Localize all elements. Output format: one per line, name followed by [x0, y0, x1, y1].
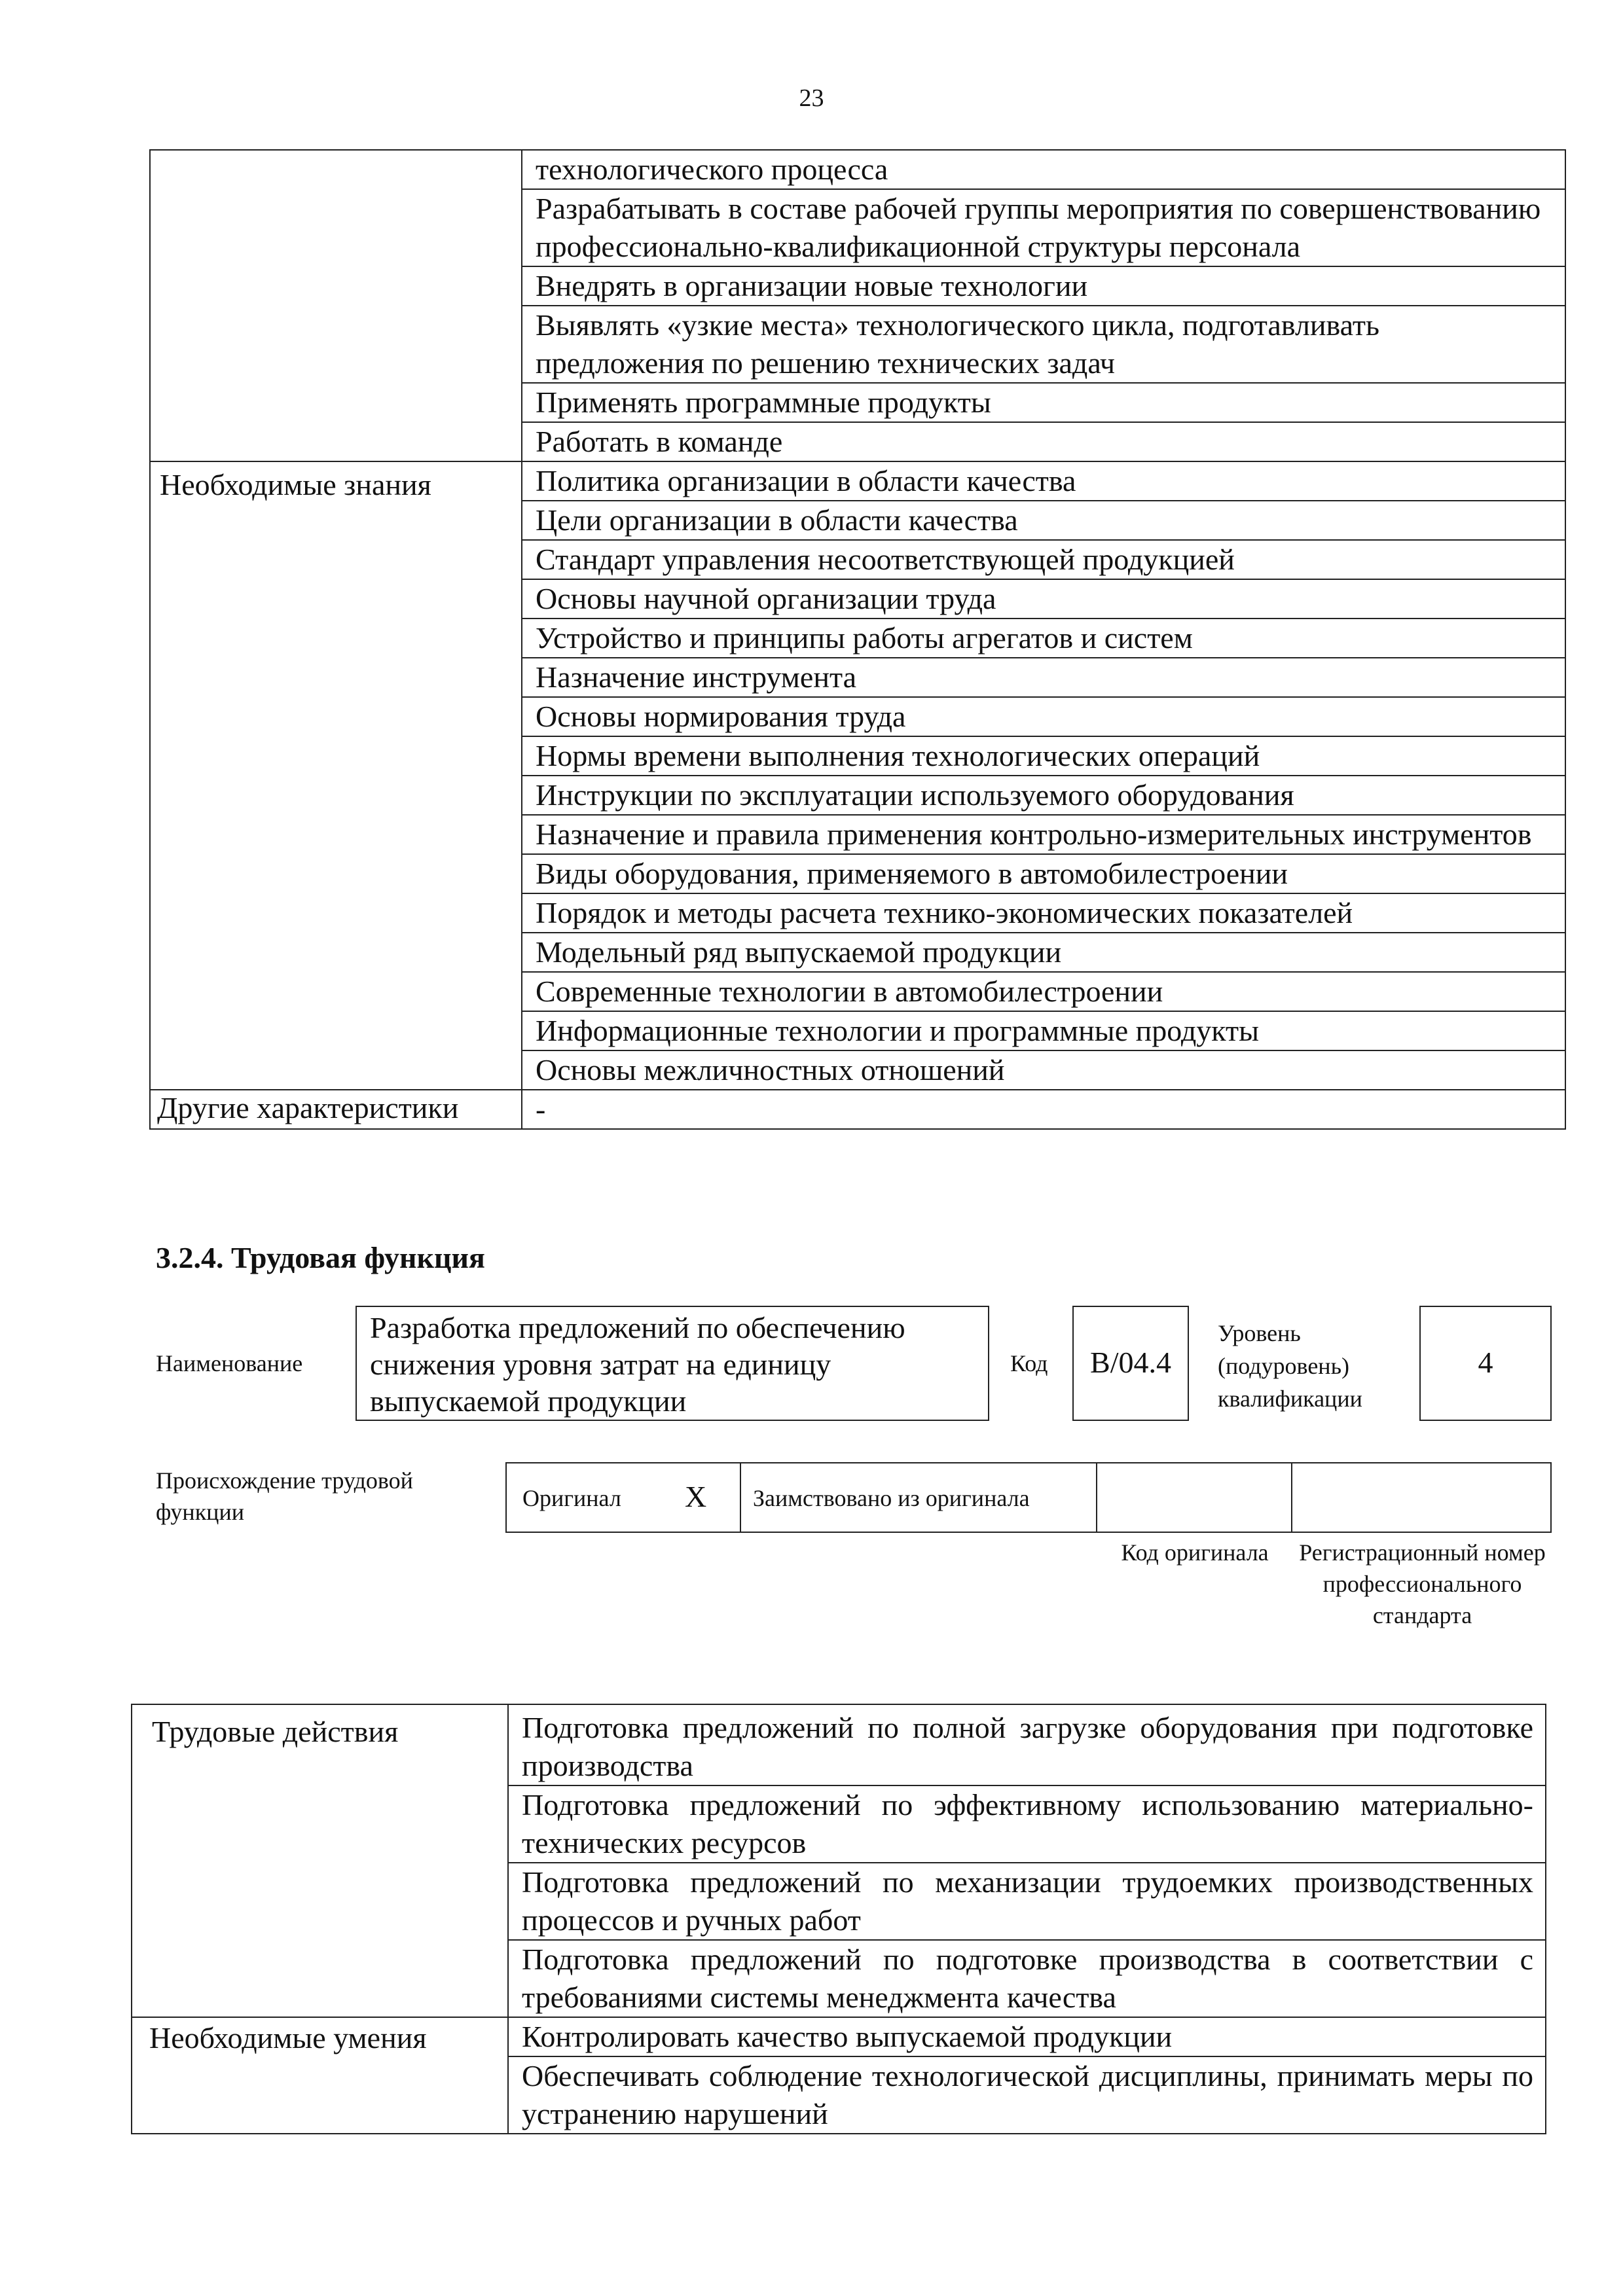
level-label: Уровень (подуровень) квалификации	[1218, 1320, 1362, 1412]
list-item: Выявлять «узкие места» технологического цикла, подготавливать предложения по решению технических задач	[522, 306, 1565, 384]
origin-box	[505, 1462, 1552, 1533]
skills-label: Необходимые умения	[132, 2017, 508, 2134]
list-item: Виды оборудования, применяемого в автомобилестроении	[522, 855, 1565, 894]
origin-label: Происхождение трудовой функции	[156, 1467, 413, 1525]
code-label: Код	[1010, 1350, 1048, 1376]
list-item: Устройство и принципы работы агрегатов и систем	[522, 619, 1565, 658]
other-cell	[522, 1090, 1565, 1129]
list-item: Инструкции по эксплуатации используемого оборудования	[522, 776, 1565, 816]
skills-cell	[508, 2017, 1546, 2134]
divider	[1291, 1463, 1292, 1532]
list-item: Современные технологии в автомобилестроении	[522, 973, 1565, 1012]
page-number: 23	[799, 84, 824, 112]
original-label: Оригинал	[522, 1485, 621, 1511]
list-item: Основы межличностных отношений	[536, 1053, 1005, 1086]
code-value-box: B/04.4	[1072, 1306, 1189, 1421]
table-row	[150, 461, 1565, 1090]
other-value: -	[536, 1092, 546, 1126]
table-row	[150, 1090, 1565, 1129]
name-value-box: Разработка предложений по обеспечению снижения уровня затрат на единицу выпускаемой продукции	[356, 1306, 989, 1421]
list-item: Подготовка предложений по полной загрузке оборудования при подготовке производства	[509, 1705, 1545, 1786]
list-item: Разрабатывать в составе рабочей группы мероприятия по совершенствованию профессионально-квалификационной структуры персонала	[522, 190, 1565, 267]
table-row	[132, 1704, 1546, 2017]
borrowed-label: Заимствовано из оригинала	[753, 1485, 1030, 1511]
actions-table	[131, 1704, 1546, 2134]
list-item: Контролировать качество выпускаемой продукции	[509, 2018, 1545, 2057]
list-item: Подготовка предложений по механизации трудоемких производственных процессов и ручных работ	[509, 1863, 1545, 1941]
original-mark: X	[685, 1480, 707, 1513]
list-item: Подготовка предложений по подготовке производства в соответствии с требованиями системы менеджмента качества	[522, 1943, 1533, 2014]
list-item: Модельный ряд выпускаемой продукции	[522, 933, 1565, 973]
list-item: Основы научной организации труда	[522, 580, 1565, 619]
list-item: Информационные технологии и программные продукты	[522, 1012, 1565, 1051]
list-item: Политика организации в области качества	[522, 462, 1565, 501]
empty-label-cell	[150, 150, 522, 461]
name-label: Наименование	[156, 1350, 303, 1376]
table-row	[132, 2017, 1546, 2134]
list-item: Стандарт управления несоответствующей продукцией	[522, 541, 1565, 580]
list-item: Подготовка предложений по эффективному использованию материально-технических ресурсов	[509, 1786, 1545, 1863]
divider	[740, 1463, 741, 1532]
table-row	[150, 150, 1565, 461]
list-item: Порядок и методы расчета технико-экономических показателей	[522, 894, 1565, 933]
skills-continuation-cell	[522, 150, 1565, 461]
list-item: Основы нормирования труда	[522, 698, 1565, 737]
list-item: Назначение инструмента	[522, 658, 1565, 698]
list-item: Назначение и правила применения контрольно-измерительных инструментов	[522, 816, 1565, 855]
knowledge-cell	[522, 461, 1565, 1090]
list-item: Применять программные продукты	[522, 384, 1565, 423]
actions-cell	[508, 1704, 1546, 2017]
knowledge-label: Необходимые знания	[150, 461, 522, 1090]
list-item: Работать в команде	[536, 425, 783, 458]
section-title: 3.2.4. Трудовая функция	[156, 1241, 485, 1274]
list-item: Нормы времени выполнения технологических операций	[522, 737, 1565, 776]
original-code-caption: Код оригинала	[1121, 1539, 1269, 1566]
registration-number-caption: Регистрационный номер профессионального стандарта	[1299, 1539, 1546, 1628]
list-item: Обеспечивать соблюдение технологической дисциплины, принимать меры по устранению нарушений	[522, 2059, 1533, 2130]
level-value-box: 4	[1419, 1306, 1552, 1421]
actions-label: Трудовые действия	[132, 1704, 508, 2017]
other-label: Другие характеристики	[150, 1090, 522, 1129]
list-item: технологического процесса	[522, 151, 1565, 190]
divider	[1096, 1463, 1097, 1532]
list-item: Цели организации в области качества	[522, 501, 1565, 541]
knowledge-table	[149, 149, 1566, 1130]
list-item: Внедрять в организации новые технологии	[522, 267, 1565, 306]
